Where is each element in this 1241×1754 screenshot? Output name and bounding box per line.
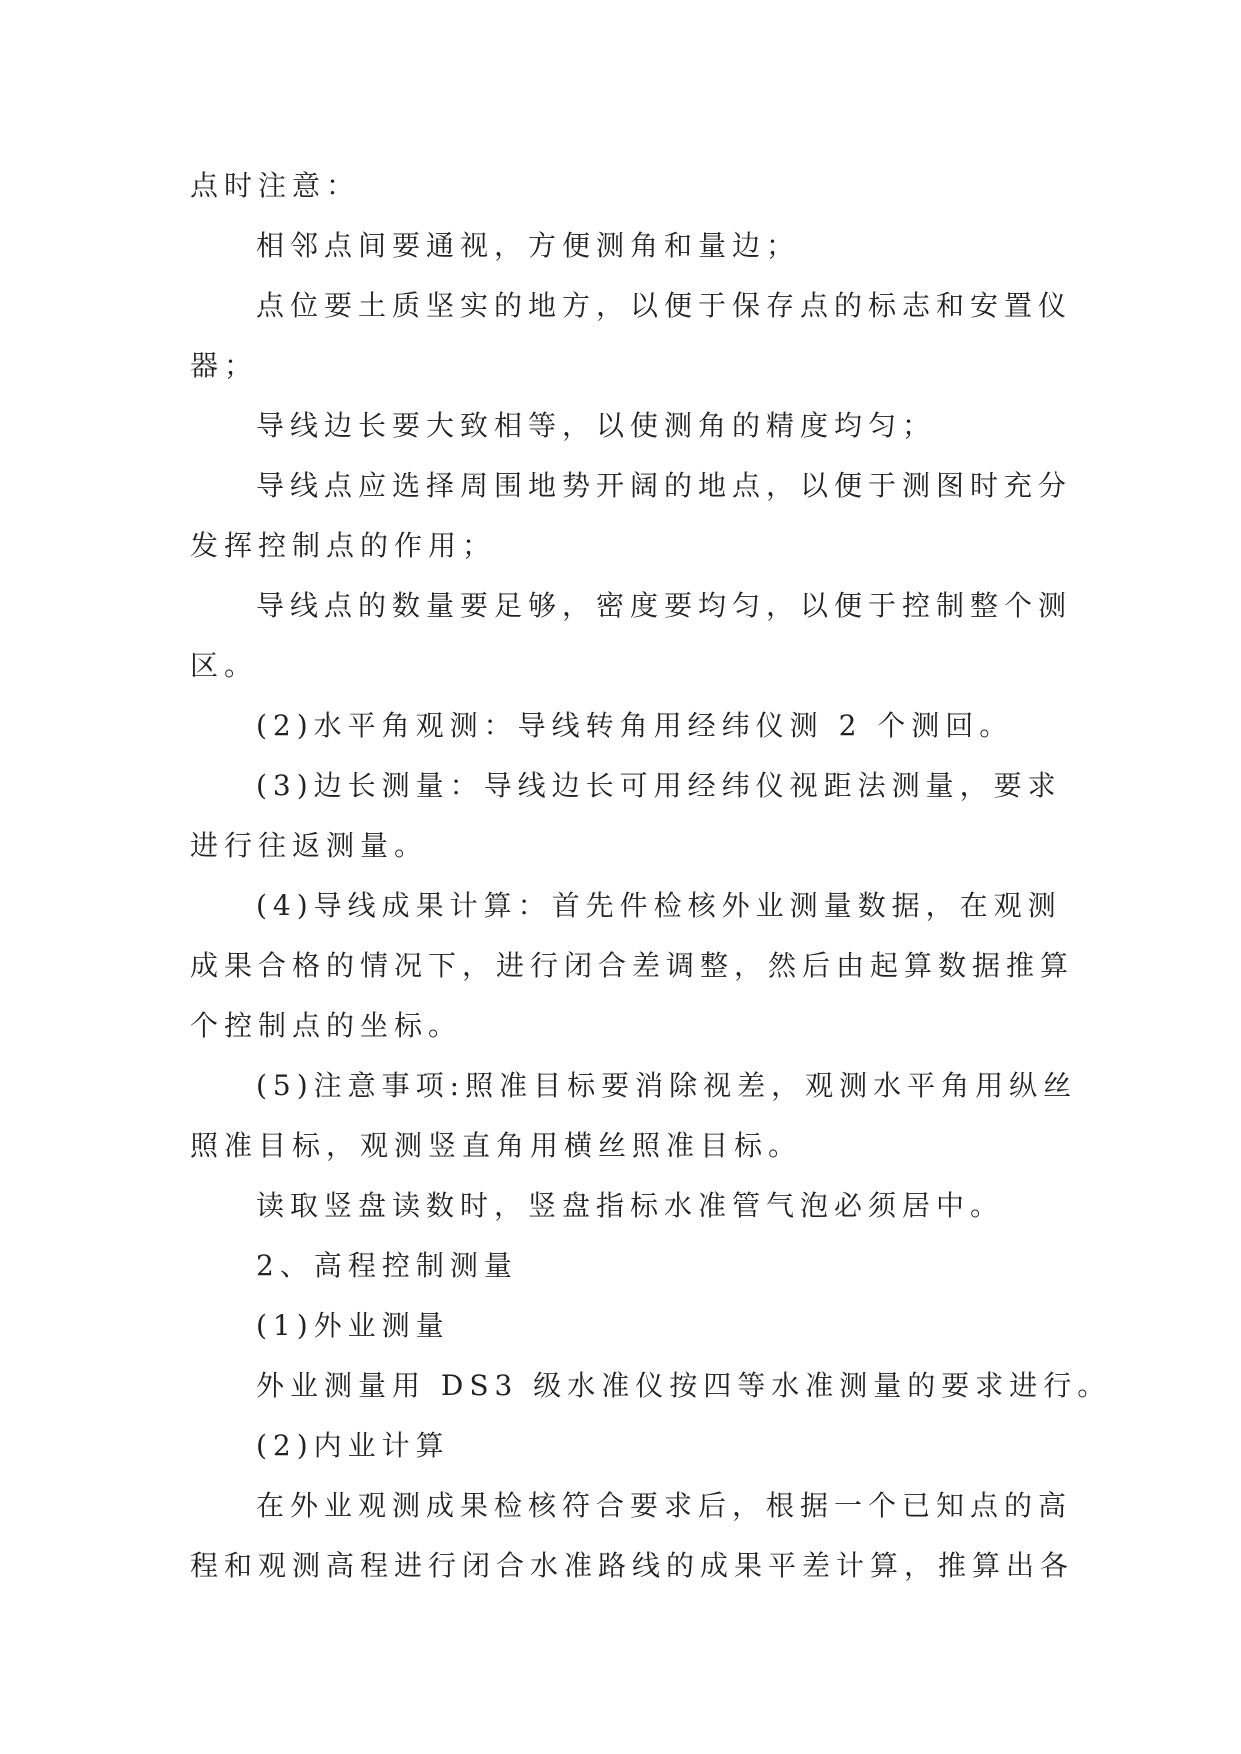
text-line: 读取竖盘读数时，竖盘指标水准管气泡必须居中。: [256, 1189, 1005, 1222]
text-line: 点位要土质坚实的地方，以便于保存点的标志和安置仪: [256, 289, 1073, 322]
text-line: 照准目标，观测竖直角用横丝照准目标。: [190, 1129, 803, 1162]
text-line: 个控制点的坐标。: [190, 1009, 463, 1042]
text-line: 点时注意：: [190, 169, 361, 202]
text-line: 在外业观测成果检核符合要求后，根据一个已知点的高: [256, 1489, 1073, 1522]
section-heading: 2、高程控制测量: [256, 1249, 518, 1282]
text-line: 发挥控制点的作用；: [190, 529, 497, 562]
text-line: (5)注意事项:照准目标要消除视差，观测水平角用纵丝: [256, 1069, 1078, 1102]
text-line: 进行往返测量。: [190, 829, 429, 862]
text-line: 区。: [190, 649, 259, 682]
text-line: 外业测量用 DS3 级水准仪按四等水准测量的要求进行。: [256, 1369, 1112, 1402]
subsection-heading: (2)内业计算: [256, 1429, 450, 1462]
text-line: 成果合格的情况下，进行闭合差调整，然后由起算数据推算: [190, 949, 1075, 982]
text-line: (2)水平角观测：导线转角用经纬仪测 2 个测回。: [256, 709, 1014, 742]
text-line: 导线点应选择周围地势开阔的地点，以便于测图时充分: [256, 469, 1073, 502]
document-body: [190, 156, 1112, 1596]
text-line: 导线边长要大致相等，以使测角的精度均匀；: [256, 409, 937, 442]
text-line: 器；: [190, 349, 259, 382]
text-line: (4)导线成果计算：首先件检核外业测量数据，在观测: [256, 889, 1062, 922]
text-line: 相邻点间要通视，方便测角和量边；: [256, 229, 801, 262]
text-line: (3)边长测量：导线边长可用经纬仪视距法测量，要求: [256, 769, 1062, 802]
text-line: 程和观测高程进行闭合水准路线的成果平差计算，推算出各: [190, 1549, 1075, 1582]
text-line: 导线点的数量要足够，密度要均匀，以便于控制整个测: [256, 589, 1073, 622]
subsection-heading: (1)外业测量: [256, 1309, 450, 1342]
